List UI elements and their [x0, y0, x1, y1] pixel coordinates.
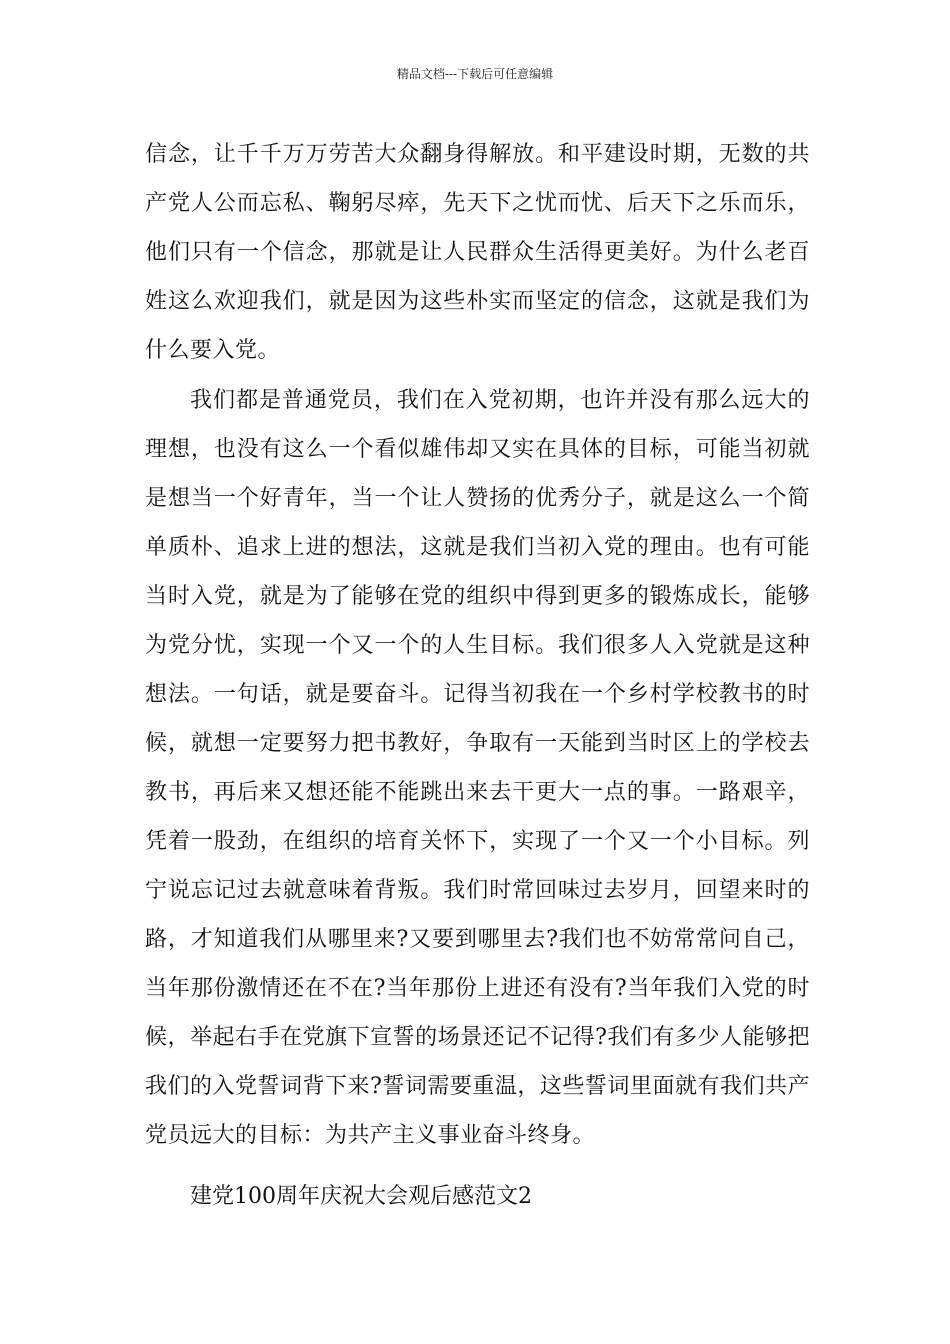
paragraph-1 [145, 130, 810, 375]
text-line: 路，才知道我们从哪里来?又要到哪里去?我们也不妨常常问自己， [145, 927, 810, 952]
text-line: 姓这么欢迎我们，就是因为这些朴实而坚定的信念，这就是我们为 [145, 289, 810, 314]
text-line: 产党人公而忘私、鞠躬尽瘁，先天下之忧而忧、后天下之乐而乐， [145, 191, 810, 216]
text-line: 凭着一股劲，在组织的培育关怀下，实现了一个又一个小目标。列 [145, 829, 810, 854]
paragraph-2 [145, 376, 810, 1160]
text-line: 为党分忧，实现一个又一个的人生目标。我们很多人入党就是这种 [145, 633, 810, 658]
text-line: 宁说忘记过去就意味着背叛。我们时常回味过去岁月，回望来时的 [145, 878, 810, 903]
text-line: 当时入党，就是为了能够在党的组织中得到更多的锻炼成长，能够 [145, 584, 810, 609]
section-heading: 建党100周年庆祝大会观后感范文2 [190, 1184, 532, 1209]
text-line: 教书，再后来又想还能不能跳出来去干更大一点的事。一路艰辛， [145, 780, 810, 805]
text-line: 党员远大的目标：为共产主义事业奋斗终身。 [145, 1123, 596, 1148]
text-line: 我们的入党誓词背下来?誓词需要重温，这些誓词里面就有我们共产 [145, 1074, 810, 1099]
text-line: 当年那份激情还在不在?当年那份上进还有没有?当年我们入党的时 [145, 976, 810, 1001]
text-line: 单质朴、追求上进的想法，这就是我们当初入党的理由。也有可能 [145, 535, 810, 560]
text-line: 想法。一句话，就是要奋斗。记得当初我在一个乡村学校教书的时 [145, 682, 810, 707]
text-line: 我们都是普通党员，我们在入党初期，也许并没有那么远大的 [190, 388, 810, 413]
page-header: 精品文档---下载后可任意编辑 [396, 67, 554, 81]
text-line: 他们只有一个信念，那就是让人民群众生活得更美好。为什么老百 [145, 240, 810, 265]
text-line: 候，举起右手在党旗下宣誓的场景还记不记得?我们有多少人能够把 [145, 1025, 810, 1050]
document-body [145, 130, 810, 1221]
text-line: 信念，让千千万万劳苦大众翻身得解放。和平建设时期，无数的共 [145, 142, 810, 167]
text-line: 是想当一个好青年，当一个让人赞扬的优秀分子，就是这么一个简 [145, 486, 810, 511]
text-line: 理想，也没有这么一个看似雄伟却又实在具体的目标，可能当初就 [145, 437, 810, 462]
text-line: 什么要入党。 [145, 338, 281, 363]
text-line: 候，就想一定要努力把书教好，争取有一天能到当时区上的学校去 [145, 731, 810, 756]
